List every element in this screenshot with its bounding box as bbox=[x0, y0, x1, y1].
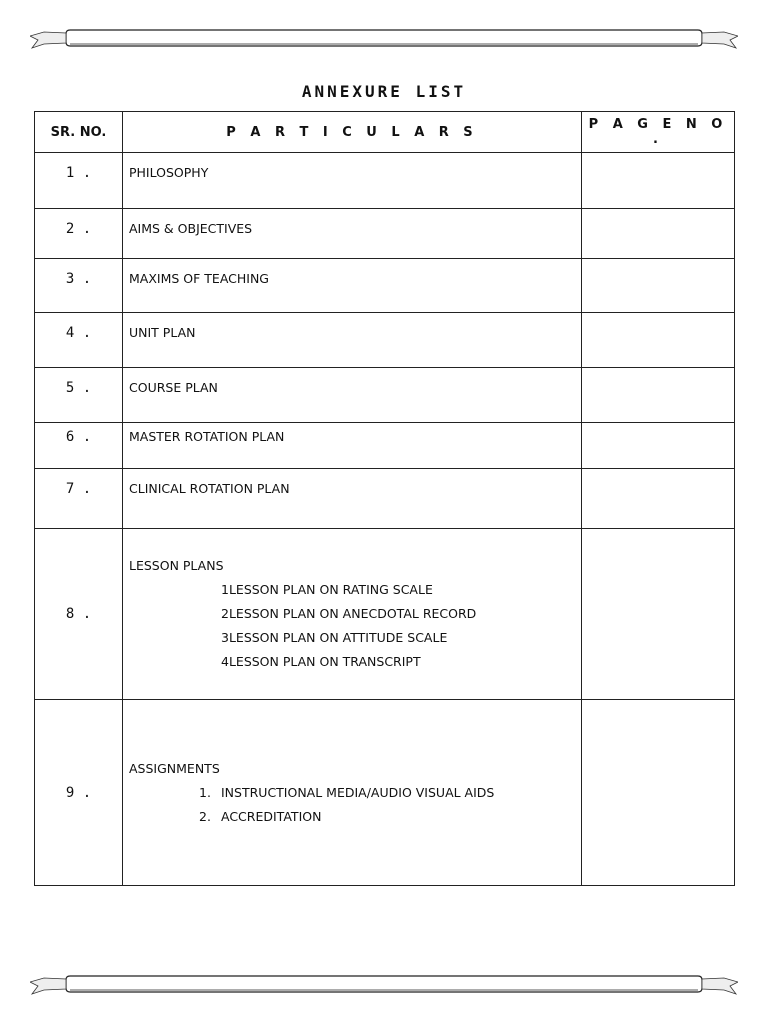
row-number: 6 . bbox=[35, 423, 123, 469]
row-particular bbox=[123, 529, 582, 700]
table-row bbox=[35, 529, 735, 700]
list-item bbox=[199, 805, 581, 829]
table-row bbox=[35, 700, 735, 886]
table-row bbox=[35, 259, 735, 313]
bottom-scroll-banner bbox=[30, 970, 738, 998]
table-row bbox=[35, 209, 735, 259]
row-particular: AIMS & OBJECTIVES bbox=[123, 209, 582, 259]
row-number: 8 . bbox=[35, 529, 123, 700]
assignments-heading: ASSIGNMENTS bbox=[129, 760, 220, 776]
row-page bbox=[582, 700, 735, 886]
list-item-text: ACCREDITATION bbox=[221, 808, 322, 824]
table-row bbox=[35, 368, 735, 423]
row-particular: MAXIMS OF TEACHING bbox=[123, 259, 582, 313]
list-item-number: 2. bbox=[199, 808, 211, 824]
lesson-plan-list bbox=[129, 578, 581, 674]
lesson-plans-heading: LESSON PLANS bbox=[129, 558, 224, 573]
row-number: 5 . bbox=[35, 368, 123, 423]
row-page bbox=[582, 153, 735, 209]
row-number: 2 . bbox=[35, 209, 123, 259]
list-item-text: INSTRUCTIONAL MEDIA/AUDIO VISUAL AIDS bbox=[221, 784, 495, 800]
row-page bbox=[582, 313, 735, 368]
list-item bbox=[199, 781, 581, 805]
row-page bbox=[582, 469, 735, 529]
row-page bbox=[582, 529, 735, 700]
list-item: 4LESSON PLAN ON TRANSCRIPT bbox=[221, 654, 421, 669]
header-page-no: P A G E N O . bbox=[582, 112, 735, 153]
header-particulars: P A R T I C U L A R S bbox=[123, 112, 582, 153]
header-sr-no: SR. NO. bbox=[35, 112, 123, 153]
annexure-table bbox=[34, 111, 735, 886]
top-scroll-banner bbox=[30, 24, 738, 52]
row-particular: CLINICAL ROTATION PLAN bbox=[123, 469, 582, 529]
row-particular: UNIT PLAN bbox=[123, 313, 582, 368]
list-item-number: 1. bbox=[199, 784, 211, 800]
row-page bbox=[582, 423, 735, 469]
row-particular: PHILOSOPHY bbox=[123, 153, 582, 209]
row-number: 1 . bbox=[35, 153, 123, 209]
row-number: 4 . bbox=[35, 313, 123, 368]
row-particular: MASTER ROTATION PLAN bbox=[123, 423, 582, 469]
row-page bbox=[582, 259, 735, 313]
row-number: 3 . bbox=[35, 259, 123, 313]
row-page bbox=[582, 209, 735, 259]
table-row bbox=[35, 153, 735, 209]
list-item: 2LESSON PLAN ON ANECDOTAL RECORD bbox=[221, 606, 477, 621]
list-item: 1LESSON PLAN ON RATING SCALE bbox=[221, 582, 433, 597]
table-row bbox=[35, 469, 735, 529]
row-particular: COURSE PLAN bbox=[123, 368, 582, 423]
row-number: 9 . bbox=[35, 700, 123, 886]
assignment-list bbox=[129, 781, 581, 829]
table-header-row bbox=[35, 112, 735, 153]
list-item: 3LESSON PLAN ON ATTITUDE SCALE bbox=[221, 630, 448, 645]
table-row bbox=[35, 313, 735, 368]
row-number: 7 . bbox=[35, 469, 123, 529]
row-page bbox=[582, 368, 735, 423]
row-particular bbox=[123, 700, 582, 886]
page-title: ANNEXURE LIST bbox=[301, 82, 467, 101]
table-row bbox=[35, 423, 735, 469]
